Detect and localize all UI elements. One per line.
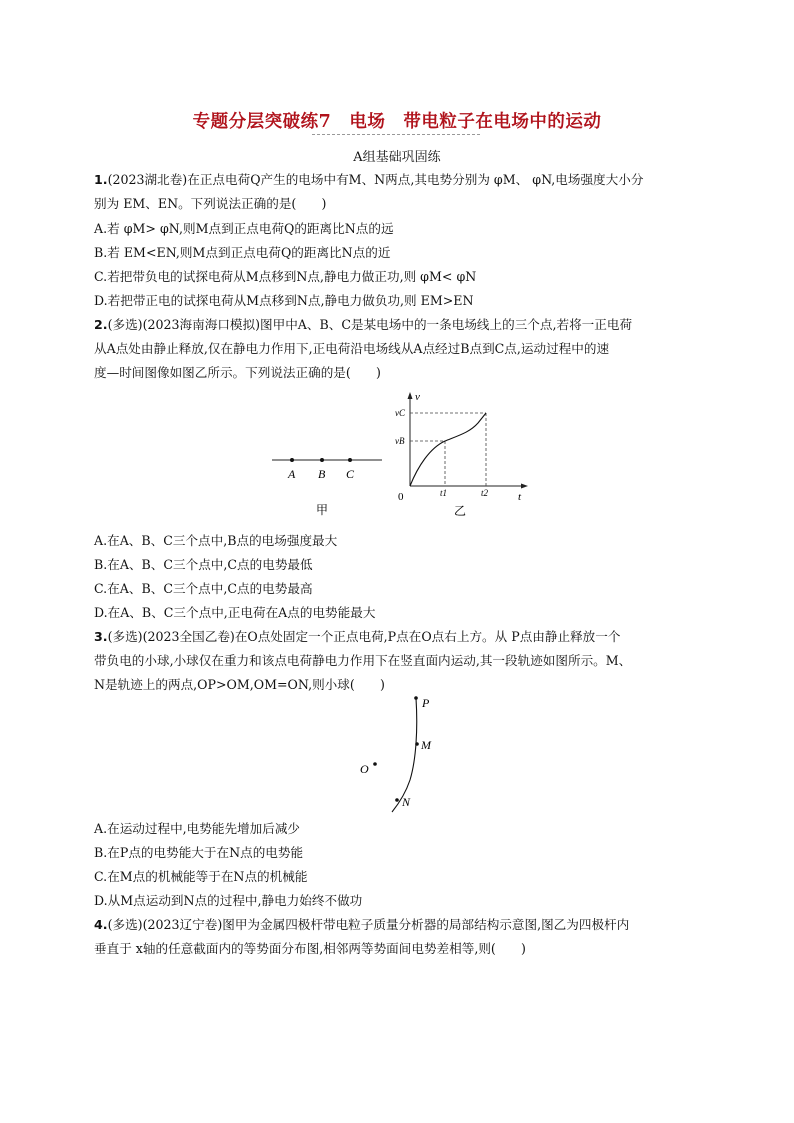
q4-line-1	[94, 916, 629, 934]
q1-number: 1.	[94, 172, 108, 187]
q1-option-b: B.若 EM<EN,则M点到正点电荷Q的距离比N点的近	[94, 245, 391, 260]
q2-option-a: A.在A、B、C三个点中,B点的电场强度最大	[94, 533, 338, 548]
point-n-label: N	[402, 795, 411, 809]
t1-label: t1	[440, 488, 448, 498]
figure-yi	[390, 388, 540, 520]
q1-line-2: 别为 EM、EN。下列说法正确的是( )	[94, 196, 327, 211]
point-p-label: P	[422, 696, 430, 710]
q1-option-a: A.若 φM> φN,则M点到正点电荷Q的距离比N点的远	[94, 221, 394, 236]
section-title: A组基础巩固练	[353, 150, 441, 165]
q1-text-1: (2023湖北卷)在正点电荷Q产生的电场中有M、N两点,其电势分别为 φM、 φN,电场强度大小分	[107, 172, 644, 187]
point-b-label: B	[318, 467, 326, 481]
point-c-label: C	[346, 467, 355, 481]
q1-option-c: C.若把带负电的试探电荷从M点移到N点,静电力做正功,则 φM< φN	[94, 269, 477, 284]
vb-label: vB	[395, 436, 405, 446]
q2-option-d: D.在A、B、C三个点中,正电荷在A点的电势能最大	[94, 605, 376, 620]
q2-line-1	[94, 316, 632, 334]
point-m-label: M	[421, 738, 431, 752]
figure-jia-caption: 甲	[316, 503, 329, 517]
q3-option-d: D.从M点运动到N点的过程中,静电力始终不做功	[94, 893, 363, 908]
q2-text-1: (多选)(2023海南海口模拟)图甲中A、B、C是某电场中的一条电场线上的三个点,若将一正电荷	[107, 317, 633, 332]
q3-line-1	[94, 628, 620, 646]
q1-line-1	[94, 171, 643, 189]
point-c-dot	[348, 458, 352, 462]
page-title: 专题分层突破练7 电场 带电粒子在电场中的运动	[192, 112, 602, 132]
v-axis-arrow	[408, 392, 413, 399]
q2-line-3: 度—时间图像如图乙所示。下列说法正确的是( )	[94, 365, 381, 380]
q4-number: 4.	[94, 917, 108, 932]
q1-option-d: D.若把带正电的试探电荷从M点移到N点,静电力做负功,则 EM>EN	[94, 293, 474, 308]
t-axis-label: t	[518, 491, 522, 503]
title-underline	[312, 134, 480, 135]
q3-option-a: A.在运动过程中,电势能先增加后减少	[94, 821, 301, 836]
origin-label: 0	[398, 491, 404, 503]
point-m-dot	[415, 742, 419, 746]
point-o-dot	[373, 762, 377, 766]
velocity-curve	[410, 413, 486, 486]
figure-jia	[268, 448, 386, 520]
point-n-dot	[395, 798, 399, 802]
figure-trajectory	[350, 690, 450, 818]
q3-option-c: C.在M点的机械能等于在N点的机械能	[94, 869, 308, 884]
point-b-dot	[320, 458, 324, 462]
v-axis-label: v	[415, 391, 420, 403]
q2-option-b: B.在A、B、C三个点中,C点的电势最低	[94, 557, 313, 572]
q3-line-2: 带负电的小球,小球仅在重力和该点电荷静电力作用下在竖直面内运动,其一段轨迹如图所示。M、	[94, 653, 632, 668]
q3-line-3: N是轨迹上的两点,OP>OM,OM=ON,则小球( )	[94, 677, 385, 692]
point-a-label: A	[288, 467, 296, 481]
q2-number: 2.	[94, 317, 108, 332]
t2-label: t2	[481, 488, 489, 498]
figure-yi-caption: 乙	[454, 504, 467, 518]
q2-line-2: 从A点处由静止释放,仅在静电力作用下,正电荷沿电场线从A点经过B点到C点,运动过程中的速	[94, 341, 610, 356]
point-o-label: O	[360, 762, 369, 776]
point-p-dot	[414, 696, 418, 700]
q3-option-b: B.在P点的电势能大于在N点的电势能	[94, 845, 304, 860]
q4-text-1: (多选)(2023辽宁卷)图甲为金属四极杆带电粒子质量分析器的局部结构示意图,图乙为四极杆内	[107, 917, 630, 932]
q2-option-c: C.在A、B、C三个点中,C点的电势最高	[94, 581, 313, 596]
t-axis-arrow	[521, 484, 528, 489]
point-a-dot	[290, 458, 294, 462]
q4-line-2: 垂直于 x轴的任意截面内的等势面分布图,相邻两等势面间电势差相等,则( )	[94, 941, 526, 956]
q3-text-1: (多选)(2023全国乙卷)在O点处固定一个正点电荷,P点在O点右上方。从 P点由静止释放一个	[107, 629, 621, 644]
vc-label: vC	[395, 408, 405, 418]
q3-number: 3.	[94, 629, 108, 644]
